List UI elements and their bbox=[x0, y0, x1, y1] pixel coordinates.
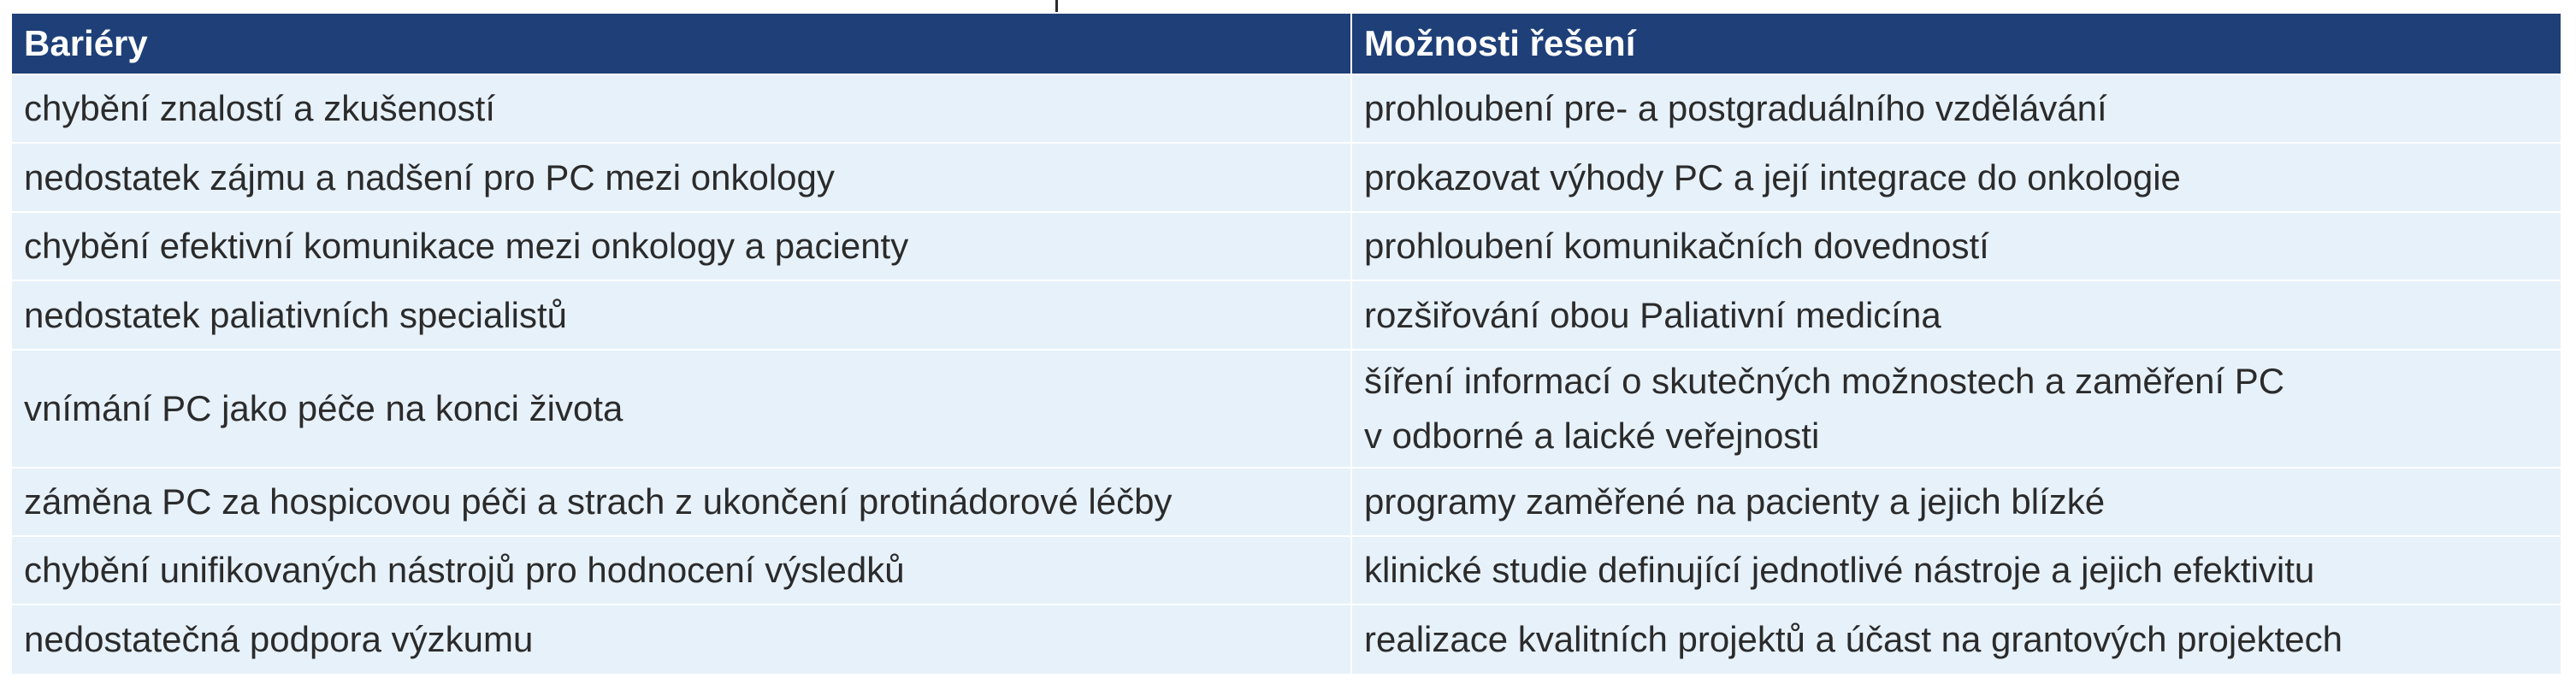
solution-line: prokazovat výhody PC a její integrace do onkologie bbox=[1364, 156, 2181, 198]
table-row bbox=[12, 74, 2561, 143]
barrier-cell: nedostatek paliativních specialistů bbox=[12, 280, 1351, 349]
barriers-solutions-table bbox=[12, 14, 2561, 674]
table-row bbox=[12, 604, 2561, 674]
barrier-cell: chybění unifikovaných nástrojů pro hodnocení výsledků bbox=[12, 536, 1351, 604]
header-barriers: Bariéry bbox=[12, 14, 1351, 74]
solution-line: rozšiřování obou Paliativní medicína bbox=[1364, 294, 1941, 335]
solution-line: prohloubení pre- a postgraduálního vzdělávání bbox=[1364, 88, 2107, 129]
table-row bbox=[12, 143, 2561, 211]
barrier-cell: vnímání PC jako péče na konci života bbox=[12, 350, 1351, 468]
barrier-cell: záměna PC za hospicovou péči a strach z ukončení protinádorové léčby bbox=[12, 468, 1351, 536]
solution-cell bbox=[1351, 350, 2561, 468]
header-solutions: Možnosti řešení bbox=[1351, 14, 2561, 74]
barrier-cell: chybění efektivní komunikace mezi onkology a pacienty bbox=[12, 212, 1351, 280]
barrier-cell: nedostatečná podpora výzkumu bbox=[12, 604, 1351, 674]
solution-cell bbox=[1351, 280, 2561, 349]
solution-line: prohloubení komunikačních dovedností bbox=[1364, 226, 1989, 267]
page-edge-mark bbox=[1055, 0, 1058, 12]
table-header-row bbox=[12, 14, 2561, 74]
solution-line: v odborné a laické veřejnosti bbox=[1364, 415, 1820, 456]
solution-cell bbox=[1351, 468, 2561, 536]
table-row bbox=[12, 280, 2561, 349]
barrier-cell: chybění znalostí a zkušeností bbox=[12, 74, 1351, 143]
solution-line: programy zaměřené na pacienty a jejich blízké bbox=[1364, 481, 2106, 522]
solution-cell bbox=[1351, 74, 2561, 143]
solution-cell bbox=[1351, 143, 2561, 211]
solution-line: realizace kvalitních projektů a účast na grantových projektech bbox=[1364, 619, 2343, 660]
table-row bbox=[12, 350, 2561, 468]
table-row bbox=[12, 536, 2561, 604]
solution-line: klinické studie definující jednotlivé nástroje a jejich efektivitu bbox=[1364, 550, 2315, 591]
table-row bbox=[12, 212, 2561, 280]
barriers-solutions-table-container bbox=[12, 14, 2561, 674]
solution-cell bbox=[1351, 536, 2561, 604]
table-row bbox=[12, 468, 2561, 536]
barrier-cell: nedostatek zájmu a nadšení pro PC mezi onkology bbox=[12, 143, 1351, 211]
solution-cell bbox=[1351, 604, 2561, 674]
solution-cell bbox=[1351, 212, 2561, 280]
solution-line: šíření informací o skutečných možnostech a zaměření PC bbox=[1364, 360, 2285, 401]
